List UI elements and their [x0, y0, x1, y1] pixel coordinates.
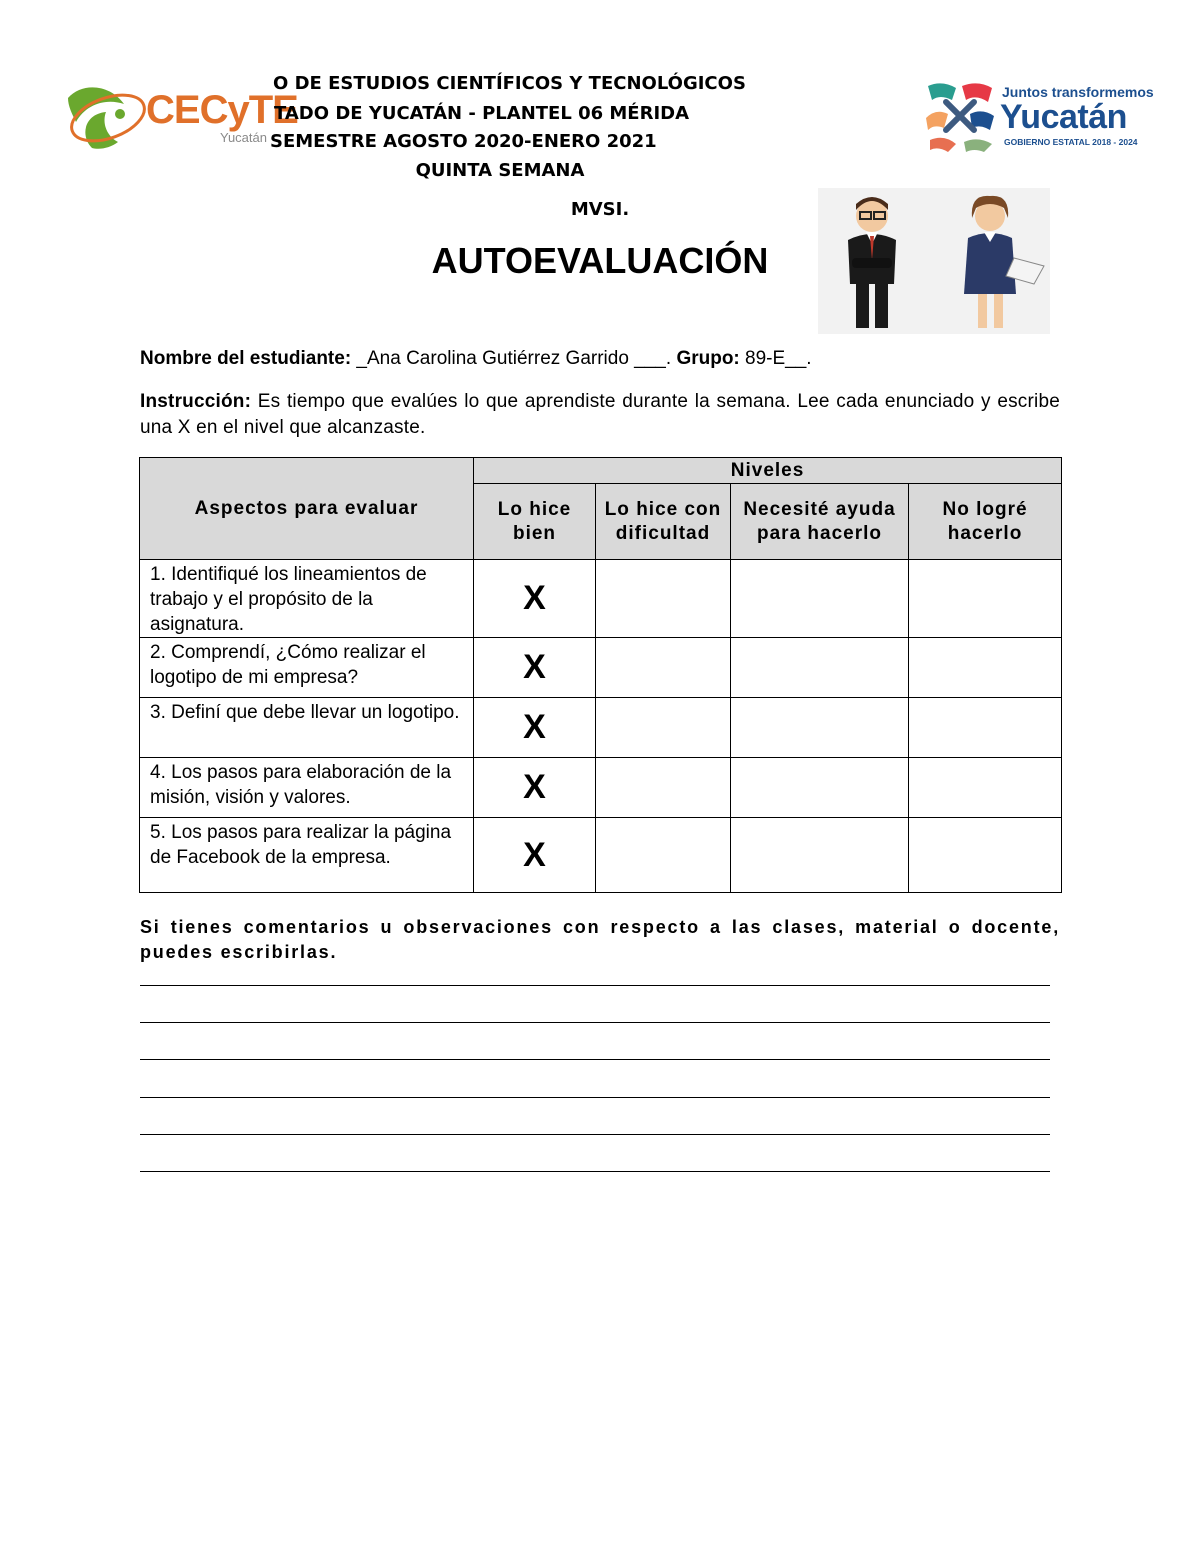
- level-header: Necesité ayuda para hacerlo: [731, 484, 909, 560]
- level-cell[interactable]: [909, 698, 1062, 758]
- yucatan-wordmark: Yucatán: [1000, 98, 1127, 136]
- comment-line[interactable]: [140, 1134, 1050, 1135]
- level-cell[interactable]: [731, 758, 909, 818]
- student-name-value: _Ana Carolina Gutiérrez Garrido ___.: [351, 348, 672, 369]
- level-header: Lo hice con dificultad: [596, 484, 731, 560]
- level-cell[interactable]: X: [474, 758, 596, 818]
- aspect-cell: 5. Los pasos para realizar la página de Facebook de la empresa.: [140, 818, 474, 893]
- comment-line[interactable]: [140, 985, 1050, 986]
- comments-prompt: Si tienes comentarios u observaciones con respecto a las clases, material o docente, puedes escribirlas.: [140, 917, 1060, 962]
- level-cell[interactable]: [596, 560, 731, 638]
- level-cell[interactable]: [596, 638, 731, 698]
- level-cell[interactable]: [596, 758, 731, 818]
- levels-header: Niveles: [474, 458, 1062, 484]
- level-cell[interactable]: [909, 758, 1062, 818]
- comment-line[interactable]: [140, 1097, 1050, 1098]
- aspect-cell: 1. Identifiqué los lineamientos de trabajo y el propósito de la asignatura.: [140, 560, 474, 638]
- level-cell[interactable]: [731, 698, 909, 758]
- level-header: No logré hacerlo: [909, 484, 1062, 560]
- table-row: [140, 758, 1062, 818]
- instruction-text: Es tiempo que evalúes lo que aprendiste durante la semana. Lee cada enunciado y escribe una X en el nivel que alcanzaste.: [140, 391, 1060, 438]
- aspect-cell: 2. Comprendí, ¿Cómo realizar el logotipo de mi empresa?: [140, 638, 474, 698]
- comment-line[interactable]: [140, 1171, 1050, 1172]
- level-cell[interactable]: X: [474, 698, 596, 758]
- level-cell[interactable]: [731, 818, 909, 893]
- yucatan-logo: [918, 76, 1154, 156]
- cecyte-emblem-icon: [62, 78, 146, 154]
- header-line-4: QUINTA SEMANA: [415, 160, 585, 181]
- group-label: Grupo:: [676, 348, 740, 369]
- level-cell[interactable]: X: [474, 638, 596, 698]
- level-cell[interactable]: [596, 818, 731, 893]
- level-cell[interactable]: [731, 638, 909, 698]
- header-line-5: MVSI.: [570, 199, 630, 220]
- group-value: 89-E__.: [739, 348, 812, 369]
- table-row: [140, 818, 1062, 893]
- level-cell[interactable]: [596, 698, 731, 758]
- aspects-header: Aspectos para evaluar: [140, 458, 474, 560]
- cecyte-subtitle: Yucatán: [220, 130, 267, 145]
- level-header: Lo hice bien: [474, 484, 596, 560]
- level-cell[interactable]: [909, 638, 1062, 698]
- yucatan-emblem-icon: [922, 78, 998, 154]
- people-illustration: [818, 188, 1050, 334]
- table-row: [140, 560, 1062, 638]
- evaluation-table: [139, 457, 1062, 893]
- cecyte-wordmark: CECyTE: [146, 88, 298, 132]
- header-line-3: SEMESTRE AGOSTO 2020-ENERO 2021: [270, 131, 657, 152]
- aspect-cell: 3. Definí que debe llevar un logotipo.: [140, 698, 474, 758]
- level-cell[interactable]: X: [474, 818, 596, 893]
- comment-line[interactable]: [140, 1059, 1050, 1060]
- student-name-label: Nombre del estudiante:: [140, 348, 352, 369]
- businesspeople-icon: [818, 188, 1050, 334]
- yucatan-tagline: Juntos transformemos: [1002, 84, 1154, 100]
- level-cell[interactable]: X: [474, 560, 596, 638]
- header-line-2: TADO DE YUCATÁN - PLANTEL 06 MÉRIDA: [274, 103, 690, 124]
- cecyte-logo: [62, 78, 298, 154]
- table-row: [140, 638, 1062, 698]
- page-title: AUTOEVALUACIÓN: [431, 240, 769, 281]
- comment-line[interactable]: [140, 1022, 1050, 1023]
- yucatan-subtitle: GOBIERNO ESTATAL 2018 - 2024: [1004, 137, 1138, 147]
- aspect-cell: 4. Los pasos para elaboración de la misión, visión y valores.: [140, 758, 474, 818]
- instruction: [140, 389, 1060, 441]
- student-line: [140, 346, 1060, 372]
- level-cell[interactable]: [909, 818, 1062, 893]
- header-line-1: O DE ESTUDIOS CIENTÍFICOS Y TECNOLÓGICOS: [273, 73, 746, 94]
- instruction-label: Instrucción:: [140, 391, 252, 412]
- level-cell[interactable]: [731, 560, 909, 638]
- table-row: [140, 698, 1062, 758]
- level-cell[interactable]: [909, 560, 1062, 638]
